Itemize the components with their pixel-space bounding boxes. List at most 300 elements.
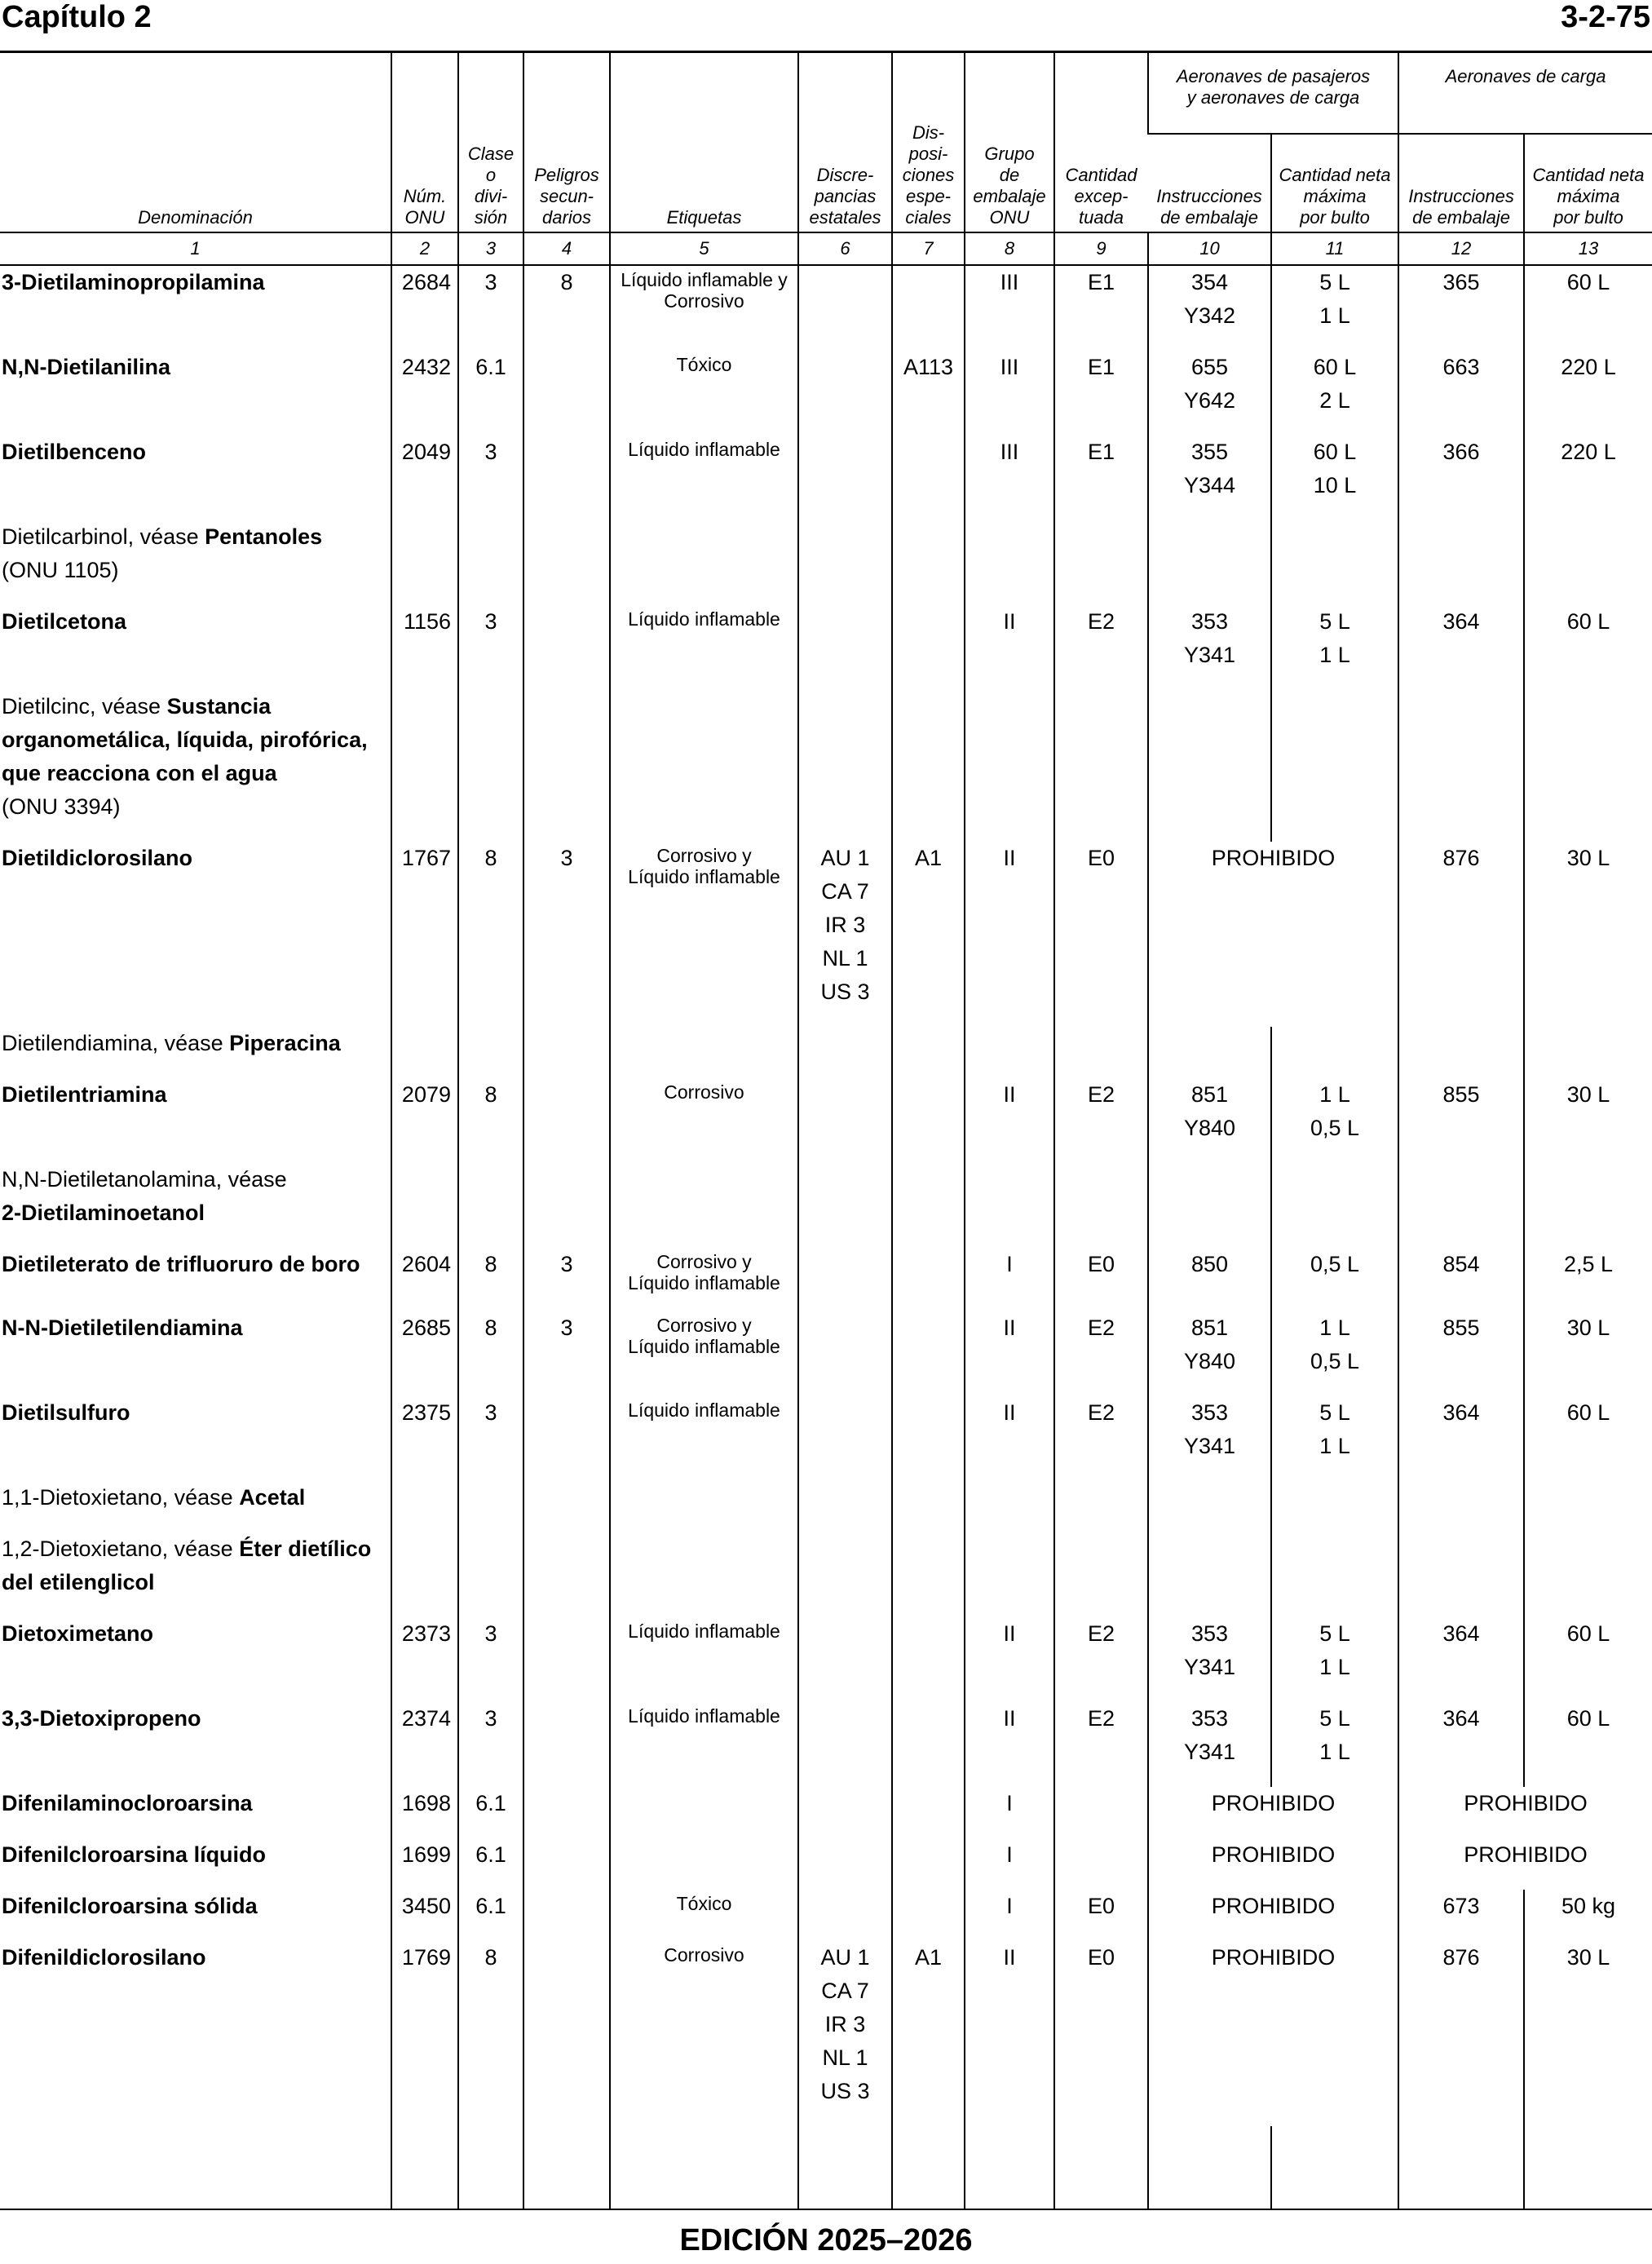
table-row xyxy=(0,1078,1652,1163)
cargo-max-quantity: 30 L xyxy=(1524,1311,1652,1396)
special-provisions xyxy=(892,1838,965,1890)
un-number: 2049 xyxy=(391,436,458,520)
empty-cell xyxy=(610,520,798,605)
passenger-packing-instruction: 850 xyxy=(1148,1248,1271,1311)
empty-cell xyxy=(1271,1163,1398,1248)
cargo-max-quantity: 220 L xyxy=(1524,351,1652,436)
cross-reference-row xyxy=(0,520,1652,605)
col-header-13: Cantidad neta máxima por bulto xyxy=(1524,134,1652,232)
filler-cell xyxy=(1524,2126,1652,2209)
empty-cell xyxy=(1054,520,1148,605)
empty-cell xyxy=(1524,1163,1652,1248)
empty-cell xyxy=(1148,1163,1271,1248)
group-header-passenger: Aeronaves de pasajeros y aeronaves de carga xyxy=(1148,53,1398,134)
passenger-max-quantity: 1 L 0,5 L xyxy=(1271,1311,1398,1396)
class-division: 3 xyxy=(458,265,523,351)
column-number: 12 xyxy=(1398,232,1524,265)
table-row xyxy=(0,436,1652,520)
passenger-packing-instruction: 353 Y341 xyxy=(1148,1396,1271,1481)
un-number: 2432 xyxy=(391,351,458,436)
hazard-labels xyxy=(610,1838,798,1890)
cargo-max-quantity: 60 L xyxy=(1524,1396,1652,1481)
empty-cell xyxy=(798,1027,892,1078)
empty-cell xyxy=(798,1481,892,1532)
cross-reference-text: Dietilcinc, véase Sustancia organometálica, líquida, pirofórica, que reacciona con el agua (ONU 3394) xyxy=(2,694,368,819)
cargo-packing-instruction: 855 xyxy=(1398,1078,1524,1163)
state-variations xyxy=(798,1248,892,1311)
cargo-max-quantity: 2,5 L xyxy=(1524,1248,1652,1311)
column-number: 4 xyxy=(523,232,610,265)
special-provisions xyxy=(892,605,965,690)
empty-cell xyxy=(1524,690,1652,842)
excepted-quantity: E2 xyxy=(1054,1702,1148,1787)
group-header-cargo: Aeronaves de carga xyxy=(1398,53,1652,134)
chapter-title: Capítulo 2 xyxy=(2,0,152,34)
empty-cell xyxy=(965,1027,1054,1078)
packing-group: I xyxy=(965,1890,1054,1941)
cargo-packing-instruction: 364 xyxy=(1398,1702,1524,1787)
empty-cell xyxy=(391,690,458,842)
column-number: 13 xyxy=(1524,232,1652,265)
empty-cell xyxy=(1054,1027,1148,1078)
passenger-max-quantity: 0,5 L xyxy=(1271,1248,1398,1311)
dangerous-goods-table xyxy=(0,53,1652,2209)
state-variations xyxy=(798,265,892,351)
filler-cell xyxy=(523,2126,610,2209)
cargo-max-quantity: 50 kg xyxy=(1524,1890,1652,1941)
edition-footer: EDICIÓN 2025–2026 xyxy=(679,2223,973,2257)
hazard-labels: Líquido inflamable xyxy=(610,436,798,520)
un-number: 2079 xyxy=(391,1078,458,1163)
special-provisions xyxy=(892,1396,965,1481)
un-number: 2373 xyxy=(391,1617,458,1702)
passenger-prohibited: PROHIBIDO xyxy=(1148,1941,1398,2126)
empty-cell xyxy=(1524,1481,1652,1532)
cross-reference-row xyxy=(0,1027,1652,1078)
empty-cell xyxy=(1271,1027,1398,1078)
state-variations xyxy=(798,1702,892,1787)
empty-cell xyxy=(523,520,610,605)
empty-cell xyxy=(965,1532,1054,1617)
subsidiary-hazard xyxy=(523,1941,610,2126)
empty-cell xyxy=(1054,1532,1148,1617)
packing-group: II xyxy=(965,1311,1054,1396)
empty-cell xyxy=(458,1481,523,1532)
cross-reference-text: 1,2-Dietoxietano, véase Éter dietílico del etilenglicol xyxy=(2,1537,372,1594)
excepted-quantity: E0 xyxy=(1054,1941,1148,2126)
empty-cell xyxy=(892,520,965,605)
empty-cell xyxy=(458,520,523,605)
subsidiary-hazard xyxy=(523,1078,610,1163)
subsidiary-hazard xyxy=(523,1396,610,1481)
col-header-4: Peligros secun- darios xyxy=(523,53,610,232)
empty-cell xyxy=(1148,1027,1271,1078)
cargo-max-quantity: 60 L xyxy=(1524,605,1652,690)
passenger-max-quantity: 5 L 1 L xyxy=(1271,265,1398,351)
hazard-labels: Tóxico xyxy=(610,351,798,436)
substance-name: Dietilentriamina xyxy=(2,1082,167,1107)
col-header-11: Cantidad neta máxima por bulto xyxy=(1271,134,1398,232)
hazard-labels xyxy=(610,1787,798,1838)
passenger-max-quantity: 5 L 1 L xyxy=(1271,605,1398,690)
passenger-packing-instruction: 851 Y840 xyxy=(1148,1078,1271,1163)
subsidiary-hazard xyxy=(523,1787,610,1838)
col-header-6: Discre- pancias estatales xyxy=(798,53,892,232)
substance-name: Dietilsulfuro xyxy=(2,1400,130,1425)
excepted-quantity: E1 xyxy=(1054,265,1148,351)
cargo-max-quantity: 30 L xyxy=(1524,842,1652,1027)
empty-cell xyxy=(610,1163,798,1248)
class-division: 8 xyxy=(458,1248,523,1311)
empty-cell xyxy=(1398,1027,1524,1078)
col-header-2: Núm. ONU xyxy=(391,53,458,232)
special-provisions: A1 xyxy=(892,842,965,1027)
empty-cell xyxy=(892,1481,965,1532)
passenger-max-quantity: 5 L 1 L xyxy=(1271,1702,1398,1787)
subsidiary-hazard: 3 xyxy=(523,1311,610,1396)
cargo-packing-instruction: 673 xyxy=(1398,1890,1524,1941)
un-number: 1698 xyxy=(391,1787,458,1838)
passenger-prohibited: PROHIBIDO xyxy=(1148,842,1398,1027)
empty-cell xyxy=(458,1532,523,1617)
state-variations xyxy=(798,1311,892,1396)
packing-group: II xyxy=(965,1941,1054,2126)
cross-reference-text: N,N-Dietiletanolamina, véase 2-Dietilaminoetanol xyxy=(2,1167,287,1225)
hazard-labels: Tóxico xyxy=(610,1890,798,1941)
empty-cell xyxy=(458,1163,523,1248)
hazard-labels: Líquido inflamable xyxy=(610,1617,798,1702)
empty-cell xyxy=(1148,1532,1271,1617)
empty-cell xyxy=(1398,690,1524,842)
passenger-packing-instruction: 353 Y341 xyxy=(1148,1702,1271,1787)
empty-cell xyxy=(1398,520,1524,605)
state-variations xyxy=(798,1396,892,1481)
substance-name: Dietilbenceno xyxy=(2,440,147,464)
cargo-packing-instruction: 854 xyxy=(1398,1248,1524,1311)
empty-cell xyxy=(1271,1481,1398,1532)
hazard-labels: Corrosivo xyxy=(610,1078,798,1163)
special-provisions xyxy=(892,1311,965,1396)
empty-cell xyxy=(1054,1163,1148,1248)
excepted-quantity: E2 xyxy=(1054,1078,1148,1163)
table-row xyxy=(0,1617,1652,1702)
cargo-packing-instruction: 663 xyxy=(1398,351,1524,436)
empty-cell xyxy=(1054,690,1148,842)
empty-cell xyxy=(892,1163,965,1248)
cross-reference-row xyxy=(0,690,1652,842)
table-body xyxy=(0,265,1652,2209)
packing-group: II xyxy=(965,1396,1054,1481)
un-number: 1156 xyxy=(391,605,458,690)
excepted-quantity: E1 xyxy=(1054,436,1148,520)
excepted-quantity: E0 xyxy=(1054,1248,1148,1311)
column-number: 5 xyxy=(610,232,798,265)
filler-cell xyxy=(1271,2126,1398,2209)
empty-cell xyxy=(1524,1027,1652,1078)
empty-cell xyxy=(965,690,1054,842)
substance-name: Dietildiclorosilano xyxy=(2,846,193,870)
special-provisions xyxy=(892,1890,965,1941)
passenger-packing-instruction: 851 Y840 xyxy=(1148,1311,1271,1396)
un-number: 2604 xyxy=(391,1248,458,1311)
col-header-3: Clase o divi- sión xyxy=(458,53,523,232)
column-number: 3 xyxy=(458,232,523,265)
column-number: 10 xyxy=(1148,232,1271,265)
empty-cell xyxy=(391,1532,458,1617)
substance-name: N-N-Dietiletilendiamina xyxy=(2,1316,243,1340)
substance-name: Difenilaminocloroarsina xyxy=(2,1791,253,1815)
packing-group: II xyxy=(965,605,1054,690)
packing-group: III xyxy=(965,351,1054,436)
table-row xyxy=(0,265,1652,351)
empty-cell xyxy=(965,520,1054,605)
class-division: 3 xyxy=(458,436,523,520)
special-provisions: A113 xyxy=(892,351,965,436)
excepted-quantity: E2 xyxy=(1054,1396,1148,1481)
col-header-9: Cantidad excep- tuada xyxy=(1054,53,1148,232)
cross-reference-text: 1,1-Dietoxietano, véase Acetal xyxy=(2,1485,306,1510)
class-division: 3 xyxy=(458,1617,523,1702)
state-variations xyxy=(798,1838,892,1890)
substance-name: 3,3-Dietoxipropeno xyxy=(2,1706,201,1731)
empty-cell xyxy=(458,1027,523,1078)
packing-group: III xyxy=(965,436,1054,520)
table-row xyxy=(0,1311,1652,1396)
state-variations: AU 1 CA 7 IR 3 NL 1 US 3 xyxy=(798,1941,892,2126)
excepted-quantity: E0 xyxy=(1054,842,1148,1027)
empty-cell xyxy=(1398,1481,1524,1532)
empty-cell xyxy=(610,1532,798,1617)
col-header-12: Instrucciones de embalaje xyxy=(1398,134,1524,232)
packing-group: I xyxy=(965,1838,1054,1890)
empty-cell xyxy=(610,1481,798,1532)
substance-name: 3-Dietilaminopropilamina xyxy=(2,270,265,294)
passenger-packing-instruction: 353 Y341 xyxy=(1148,605,1271,690)
passenger-packing-instruction: 353 Y341 xyxy=(1148,1617,1271,1702)
empty-cell xyxy=(1271,1532,1398,1617)
passenger-max-quantity: 5 L 1 L xyxy=(1271,1617,1398,1702)
cargo-prohibited: PROHIBIDO xyxy=(1398,1787,1652,1838)
empty-cell xyxy=(1271,690,1398,842)
class-division: 8 xyxy=(458,1078,523,1163)
subsidiary-hazard xyxy=(523,436,610,520)
state-variations xyxy=(798,1787,892,1838)
col-header-1: Denominación xyxy=(138,207,253,228)
passenger-prohibited: PROHIBIDO xyxy=(1148,1838,1398,1890)
state-variations xyxy=(798,605,892,690)
state-variations xyxy=(798,1617,892,1702)
subsidiary-hazard xyxy=(523,605,610,690)
substance-name: N,N-Dietilanilina xyxy=(2,355,171,379)
passenger-max-quantity: 5 L 1 L xyxy=(1271,1396,1398,1481)
class-division: 8 xyxy=(458,1311,523,1396)
table-row xyxy=(0,1787,1652,1838)
special-provisions: A1 xyxy=(892,1941,965,2126)
subsidiary-hazard: 3 xyxy=(523,842,610,1027)
passenger-max-quantity: 60 L 10 L xyxy=(1271,436,1398,520)
substance-name: Difenildiclorosilano xyxy=(2,1945,206,1970)
cargo-packing-instruction: 876 xyxy=(1398,842,1524,1027)
empty-cell xyxy=(391,520,458,605)
excepted-quantity xyxy=(1054,1838,1148,1890)
un-number: 3450 xyxy=(391,1890,458,1941)
column-number: 8 xyxy=(965,232,1054,265)
substance-name: Dietilcetona xyxy=(2,609,127,634)
cargo-max-quantity: 30 L xyxy=(1524,1078,1652,1163)
subsidiary-hazard xyxy=(523,1838,610,1890)
empty-cell xyxy=(610,1027,798,1078)
class-division: 8 xyxy=(458,842,523,1027)
substance-name: Difenilcloroarsina líquido xyxy=(2,1842,267,1867)
col-header-7: Dis- posi- ciones espe- ciales xyxy=(892,53,965,232)
un-number: 1767 xyxy=(391,842,458,1027)
hazard-labels: Líquido inflamable y Corrosivo xyxy=(610,265,798,351)
hazard-labels: Líquido inflamable xyxy=(610,1702,798,1787)
cross-reference-row xyxy=(0,1481,1652,1532)
filler-cell xyxy=(892,2126,965,2209)
un-number: 1769 xyxy=(391,1941,458,2126)
empty-cell xyxy=(1524,1532,1652,1617)
empty-cell xyxy=(892,690,965,842)
special-provisions xyxy=(892,1617,965,1702)
filler-row xyxy=(0,2126,1652,2209)
filler-cell xyxy=(1398,2126,1524,2209)
un-number: 2374 xyxy=(391,1702,458,1787)
passenger-packing-instruction: 354 Y342 xyxy=(1148,265,1271,351)
cross-reference-row xyxy=(0,1163,1652,1248)
empty-cell xyxy=(523,1532,610,1617)
filler-cell xyxy=(391,2126,458,2209)
table-row xyxy=(0,1248,1652,1311)
filler-cell xyxy=(798,2126,892,2209)
cargo-max-quantity: 60 L xyxy=(1524,1617,1652,1702)
empty-cell xyxy=(965,1481,1054,1532)
excepted-quantity xyxy=(1054,1787,1148,1838)
cargo-max-quantity: 60 L xyxy=(1524,1702,1652,1787)
passenger-prohibited: PROHIBIDO xyxy=(1148,1890,1398,1941)
subsidiary-hazard xyxy=(523,1617,610,1702)
subsidiary-hazard: 3 xyxy=(523,1248,610,1311)
special-provisions xyxy=(892,1702,965,1787)
empty-cell xyxy=(523,1481,610,1532)
passenger-prohibited: PROHIBIDO xyxy=(1148,1787,1398,1838)
empty-cell xyxy=(1398,1532,1524,1617)
subsidiary-hazard: 8 xyxy=(523,265,610,351)
packing-group: II xyxy=(965,842,1054,1027)
filler-cell xyxy=(1148,2126,1271,2209)
empty-cell xyxy=(458,690,523,842)
state-variations xyxy=(798,1078,892,1163)
cargo-packing-instruction: 364 xyxy=(1398,605,1524,690)
table-row xyxy=(0,1702,1652,1787)
special-provisions xyxy=(892,1078,965,1163)
filler-cell xyxy=(458,2126,523,2209)
passenger-packing-instruction: 355 Y344 xyxy=(1148,436,1271,520)
excepted-quantity: E0 xyxy=(1054,1890,1148,1941)
empty-cell xyxy=(1148,1481,1271,1532)
table-row xyxy=(0,1396,1652,1481)
empty-cell xyxy=(391,1481,458,1532)
col-header-10: Instrucciones de embalaje xyxy=(1156,186,1262,228)
cargo-max-quantity: 60 L xyxy=(1524,265,1652,351)
empty-cell xyxy=(523,1163,610,1248)
excepted-quantity: E2 xyxy=(1054,1617,1148,1702)
empty-cell xyxy=(798,1532,892,1617)
special-provisions xyxy=(892,265,965,351)
special-provisions xyxy=(892,1787,965,1838)
empty-cell xyxy=(1148,690,1271,842)
column-number: 7 xyxy=(892,232,965,265)
substance-name: Dietileterato de trifluoruro de boro xyxy=(2,1252,360,1276)
substance-name: Dietoximetano xyxy=(2,1621,154,1646)
empty-cell xyxy=(523,690,610,842)
table-row xyxy=(0,842,1652,1027)
un-number: 2685 xyxy=(391,1311,458,1396)
empty-cell xyxy=(523,1027,610,1078)
hazard-labels: Corrosivo y Líquido inflamable xyxy=(610,1248,798,1311)
cargo-packing-instruction: 855 xyxy=(1398,1311,1524,1396)
cross-reference-row xyxy=(0,1532,1652,1617)
packing-group: II xyxy=(965,1702,1054,1787)
packing-group: II xyxy=(965,1617,1054,1702)
cargo-max-quantity: 30 L xyxy=(1524,1941,1652,2126)
table-row xyxy=(0,1890,1652,1941)
special-provisions xyxy=(892,436,965,520)
empty-cell xyxy=(1054,1481,1148,1532)
state-variations xyxy=(798,351,892,436)
empty-cell xyxy=(798,520,892,605)
cargo-packing-instruction: 364 xyxy=(1398,1396,1524,1481)
special-provisions xyxy=(892,1248,965,1311)
cross-reference-text: Dietilcarbinol, véase Pentanoles (ONU 1105) xyxy=(2,524,323,582)
class-division: 8 xyxy=(458,1941,523,2126)
filler-cell xyxy=(610,2126,798,2209)
cargo-max-quantity: 220 L xyxy=(1524,436,1652,520)
passenger-packing-instruction: 655 Y642 xyxy=(1148,351,1271,436)
hazard-labels: Corrosivo y Líquido inflamable xyxy=(610,1311,798,1396)
empty-cell xyxy=(391,1163,458,1248)
state-variations xyxy=(798,436,892,520)
passenger-max-quantity: 60 L 2 L xyxy=(1271,351,1398,436)
col-header-5: Etiquetas xyxy=(610,53,798,232)
packing-group: I xyxy=(965,1787,1054,1838)
class-division: 6.1 xyxy=(458,1787,523,1838)
subsidiary-hazard xyxy=(523,351,610,436)
class-division: 6.1 xyxy=(458,1890,523,1941)
cargo-packing-instruction: 364 xyxy=(1398,1617,1524,1702)
empty-cell xyxy=(965,1163,1054,1248)
un-number: 2375 xyxy=(391,1396,458,1481)
filler-cell xyxy=(1054,2126,1148,2209)
state-variations xyxy=(798,1890,892,1941)
column-number: 9 xyxy=(1054,232,1148,265)
excepted-quantity: E1 xyxy=(1054,351,1148,436)
class-division: 6.1 xyxy=(458,1838,523,1890)
column-number-row xyxy=(0,232,1652,265)
packing-group: III xyxy=(965,265,1054,351)
cargo-packing-instruction: 876 xyxy=(1398,1941,1524,2126)
bottom-rule xyxy=(0,2209,1652,2210)
hazard-labels: Líquido inflamable xyxy=(610,605,798,690)
column-number: 1 xyxy=(0,232,391,265)
cargo-prohibited: PROHIBIDO xyxy=(1398,1838,1652,1890)
filler-cell xyxy=(965,2126,1054,2209)
empty-cell xyxy=(798,690,892,842)
empty-cell xyxy=(1271,520,1398,605)
filler-cell xyxy=(0,2126,391,2209)
excepted-quantity: E2 xyxy=(1054,1311,1148,1396)
passenger-max-quantity: 1 L 0,5 L xyxy=(1271,1078,1398,1163)
